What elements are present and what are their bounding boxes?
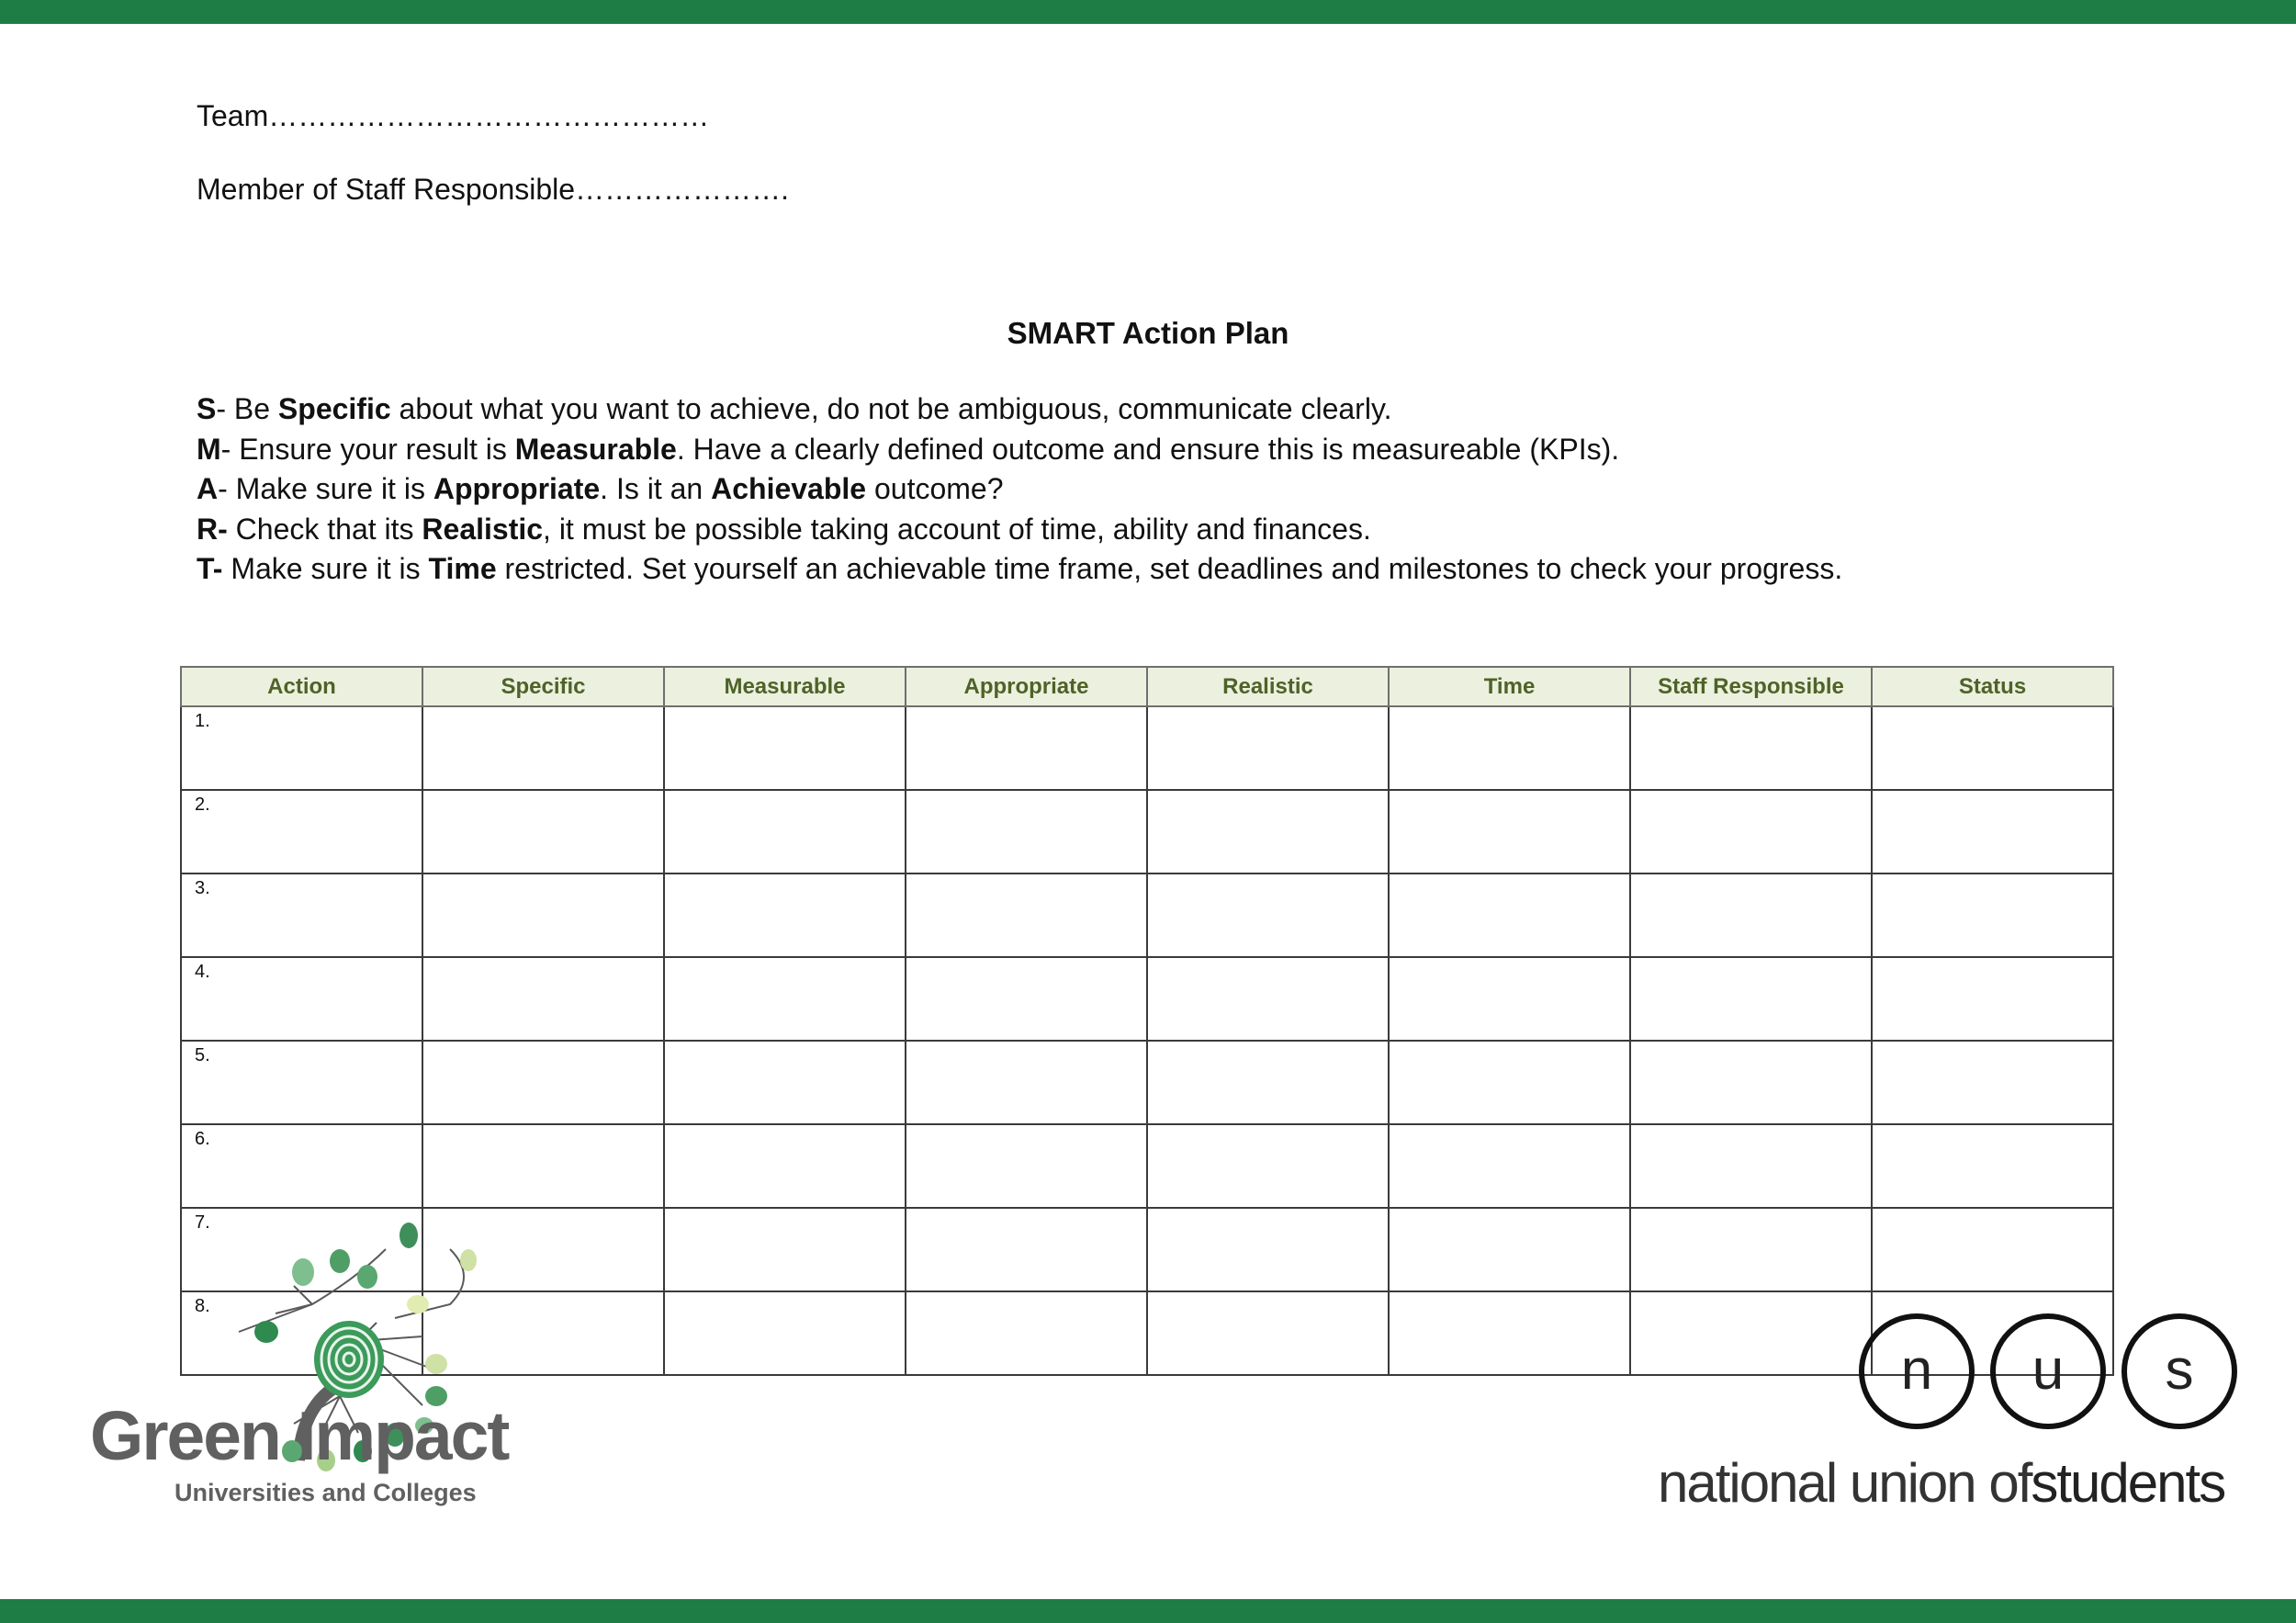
action-cell[interactable]: 8.	[181, 1291, 422, 1375]
action-cell[interactable]: 2.	[181, 790, 422, 873]
table-cell[interactable]	[1147, 790, 1389, 873]
criterion-r: R- Check that its Realistic, it must be possible taking account of time, ability and finances.	[197, 512, 1371, 546]
table-cell[interactable]	[1147, 1041, 1389, 1124]
staff-responsible-field: Member of Staff Responsible………………….	[197, 173, 789, 206]
smart-criteria-list	[197, 389, 2217, 590]
table-cell[interactable]	[1147, 957, 1389, 1041]
action-cell[interactable]: 3.	[181, 873, 422, 957]
table-cell[interactable]	[1872, 790, 2113, 873]
table-cell[interactable]	[664, 706, 906, 790]
table-cell[interactable]	[1147, 1124, 1389, 1208]
table-cell[interactable]	[906, 1208, 1147, 1291]
table-cell[interactable]	[1630, 790, 1872, 873]
header-action: Action	[181, 667, 422, 706]
table-cell[interactable]	[1630, 706, 1872, 790]
table-cell[interactable]	[1147, 1208, 1389, 1291]
green-impact-wordmark: Green Impact	[90, 1397, 509, 1474]
table-cell[interactable]	[1389, 1124, 1630, 1208]
table-cell[interactable]	[1147, 706, 1389, 790]
table-cell[interactable]	[1630, 957, 1872, 1041]
header-measurable: Measurable	[664, 667, 906, 706]
table-cell[interactable]	[422, 706, 664, 790]
header-specific: Specific	[422, 667, 664, 706]
nus-wordmark: national union ofstudents	[1658, 1452, 2225, 1514]
table-cell[interactable]	[1147, 1291, 1389, 1375]
table-cell[interactable]	[1872, 1041, 2113, 1124]
green-impact-subtitle: Universities and Colleges	[174, 1479, 477, 1506]
table-cell[interactable]	[1872, 957, 2113, 1041]
table-cell[interactable]	[1147, 873, 1389, 957]
bottom-green-band	[0, 1599, 2296, 1623]
action-cell[interactable]: 1.	[181, 706, 422, 790]
table-cell[interactable]	[1630, 1041, 1872, 1124]
table-cell[interactable]	[906, 1124, 1147, 1208]
table-cell[interactable]	[1389, 1041, 1630, 1124]
header-time: Time	[1389, 667, 1630, 706]
action-cell[interactable]: 4.	[181, 957, 422, 1041]
header-appropriate: Appropriate	[906, 667, 1147, 706]
table-row	[181, 706, 2113, 790]
table-cell[interactable]	[1630, 1291, 1872, 1375]
page-title: SMART Action Plan	[1007, 316, 1289, 350]
table-cell[interactable]	[664, 873, 906, 957]
header-status: Status	[1872, 667, 2113, 706]
header-realistic: Realistic	[1147, 667, 1389, 706]
table-cell[interactable]	[664, 1041, 906, 1124]
table-cell[interactable]	[1872, 873, 2113, 957]
table-row	[181, 873, 2113, 957]
table-cell[interactable]	[906, 1291, 1147, 1375]
action-cell[interactable]: 7.	[181, 1208, 422, 1291]
nus-letter-n: n	[1900, 1338, 1933, 1402]
table-cell[interactable]	[664, 1208, 906, 1291]
table-row	[181, 957, 2113, 1041]
table-cell[interactable]	[422, 790, 664, 873]
table-cell[interactable]	[1389, 873, 1630, 957]
table-cell[interactable]	[906, 1041, 1147, 1124]
table-cell[interactable]	[664, 790, 906, 873]
table-cell[interactable]	[1389, 957, 1630, 1041]
table-row	[181, 790, 2113, 873]
top-green-band	[0, 0, 2296, 24]
table-cell[interactable]	[1389, 1208, 1630, 1291]
table-cell[interactable]	[1872, 1124, 2113, 1208]
table-cell[interactable]	[1630, 873, 1872, 957]
table-cell[interactable]	[1389, 1291, 1630, 1375]
table-row	[181, 1041, 2113, 1124]
table-cell[interactable]	[906, 790, 1147, 873]
table-cell[interactable]	[1872, 706, 2113, 790]
action-cell[interactable]: 6.	[181, 1124, 422, 1208]
table-cell[interactable]	[906, 706, 1147, 790]
criterion-t: T- Make sure it is Time restricted. Set yourself an achievable time frame, set deadlines and milestones to check your progress.	[197, 552, 1843, 585]
criterion-m: M- Ensure your result is Measurable. Have a clearly defined outcome and ensure this is measureable (KPIs).	[197, 432, 1620, 466]
table-cell[interactable]	[664, 957, 906, 1041]
header-staff-responsible: Staff Responsible	[1630, 667, 1872, 706]
action-cell[interactable]: 5.	[181, 1041, 422, 1124]
criterion-s: S- Be Specific about what you want to achieve, do not be ambiguous, communicate clearly.	[197, 392, 1392, 425]
nus-letter-u: u	[2032, 1338, 2065, 1402]
table-cell[interactable]	[422, 957, 664, 1041]
table-cell[interactable]	[1630, 1208, 1872, 1291]
table-cell[interactable]	[1389, 706, 1630, 790]
team-field: Team………………………………………	[197, 99, 710, 132]
table-cell[interactable]	[664, 1124, 906, 1208]
table-cell[interactable]	[1630, 1124, 1872, 1208]
table-cell[interactable]	[422, 873, 664, 957]
criterion-a: A- Make sure it is Appropriate. Is it an Achievable outcome?	[197, 472, 1004, 505]
table-cell[interactable]	[1872, 1208, 2113, 1291]
nus-letter-s: s	[2165, 1338, 2194, 1402]
table-cell[interactable]	[1389, 790, 1630, 873]
table-cell[interactable]	[422, 1041, 664, 1124]
table-header-row	[181, 667, 2113, 706]
table-cell[interactable]	[906, 957, 1147, 1041]
table-cell[interactable]	[906, 873, 1147, 957]
table-cell[interactable]	[664, 1291, 906, 1375]
